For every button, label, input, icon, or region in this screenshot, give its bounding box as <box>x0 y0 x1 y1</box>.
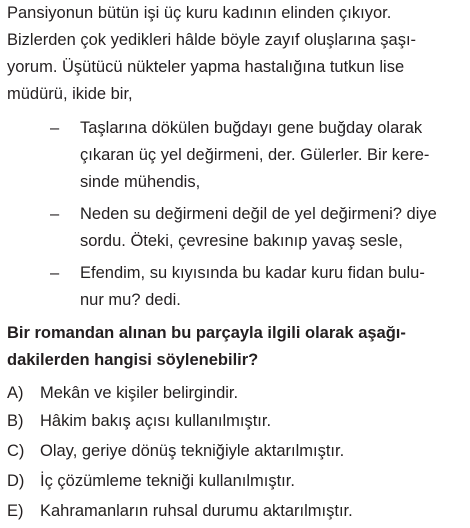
option-letter: D) <box>7 472 25 490</box>
option-letter: A) <box>7 384 24 402</box>
dialogue-dash: – <box>50 264 60 282</box>
option-text: Kahramanların ruhsal durumu aktarılmıştır. <box>40 502 353 520</box>
dialogue-line: çıkaran üç yel değirmeni, der. Gülerler. Bir kere- <box>80 146 430 164</box>
question-line: Bir romandan alınan bu parçayla ilgili olarak aşağı- <box>7 324 406 342</box>
dialogue-dash: – <box>50 119 60 137</box>
dialogue-dash: – <box>50 205 60 223</box>
passage-line: yorum. Üşütücü nükteler yapma hastalığına tutkun lise <box>7 58 405 76</box>
passage-line: Bizlerden çok yedikleri hâlde böyle zayıf oluşlarına şaşı- <box>7 31 417 49</box>
option-text: Mekân ve kişiler belirgindir. <box>40 384 239 402</box>
dialogue-line: Neden su değirmeni değil de yel değirmeni? diye <box>80 205 437 223</box>
question-line: dakilerden hangisi söylenebilir? <box>7 351 259 369</box>
option-text: Hâkim bakış açısı kullanılmıştır. <box>40 412 272 430</box>
option-letter: E) <box>7 502 24 520</box>
dialogue-line: Taşlarına dökülen buğdayı gene buğday olarak <box>80 119 423 137</box>
dialogue-line: sinde mühendis, <box>80 173 201 191</box>
dialogue-line: sordu. Öteki, çevresine bakınıp yavaş sesle, <box>80 232 403 250</box>
option-letter: C) <box>7 442 25 460</box>
passage-line: Pansiyonun bütün işi üç kuru kadının elinden çıkıyor. <box>7 4 392 22</box>
passage-line: müdürü, ikide bir, <box>7 85 133 103</box>
option-letter: B) <box>7 412 24 430</box>
option-text: Olay, geriye dönüş tekniğiyle aktarılmıştır. <box>40 442 345 460</box>
dialogue-line: Efendim, su kıyısında bu kadar kuru fidan bulu- <box>80 264 425 282</box>
dialogue-line: nur mu? dedi. <box>80 291 181 309</box>
option-text: İç çözümleme tekniği kullanılmıştır. <box>40 472 295 490</box>
